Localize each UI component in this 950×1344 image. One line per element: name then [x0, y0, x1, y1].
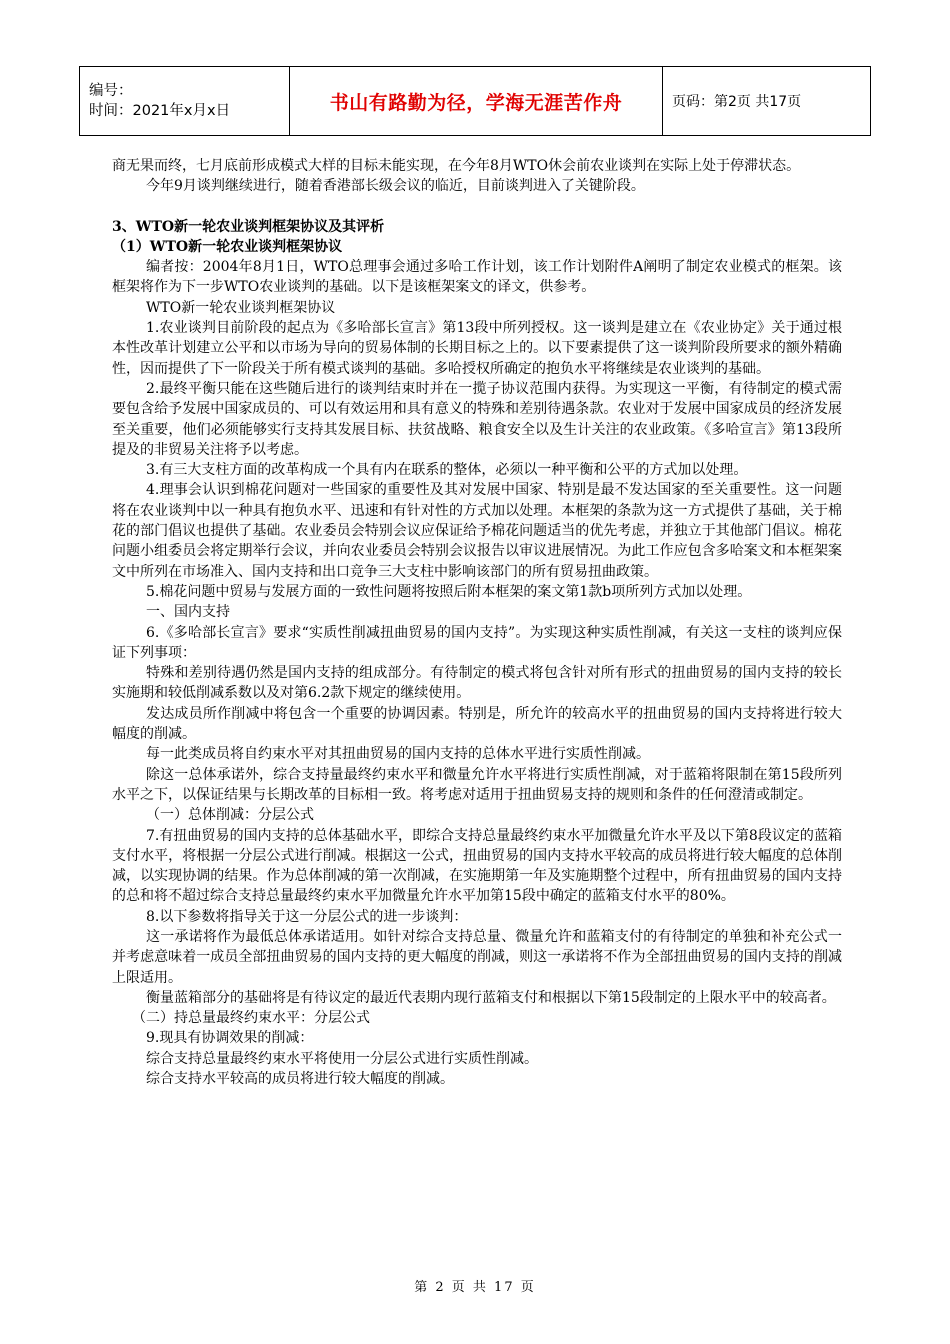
paragraph: 商无果而终，七月底前形成模式大样的目标未能实现，在今年8月WTO休会前农业谈判在实际上处于停滞状态。	[112, 158, 801, 174]
paragraph: 7.有扭曲贸易的国内支持的总体基础水平，即综合支持总量最终约束水平加微量允许水平及以下第8段议定的蓝箱支付水平，将根据一分层公式进行削减。根据这一公式，扭曲贸易的国内支持水平较高的成员将进行较大幅度的总体削减，以实现协调的结果。作为总体削减的第一次削减，在实施期第一年及实施期整个过程中，所有扭曲贸易的国内支持的总和将不超过综合支持总量最终约束水平加微量允许水平加第15段中确定的蓝箱支付水平的80%。	[112, 827, 842, 905]
header-page-info: 页码：第2页 共17页	[663, 67, 871, 136]
paragraph: 编者按：2004年8月1日，WTO总理事会通过多哈工作计划，该工作计划附件A阐明了制定农业模式的框架。该框架将作为下一步WTO农业谈判的基础。以下是该框架案文的译文，供参考。	[112, 259, 842, 296]
paragraph: 每一此类成员将自约束水平对其扭曲贸易的国内支持的总体水平进行实质性削减。	[146, 746, 650, 763]
paragraph: 这一承诺将作为最低总体承诺适用。如针对综合支持总量、微量允许和蓝箱支付的有待制定的单独和补充公式一并考虑意味着一成员全部扭曲贸易的国内支持的更大幅度的削减，则这一承诺将不作为全部扭曲贸易的国内支持的削减上限适用。	[112, 928, 842, 986]
paragraph: 衡量蓝箱部分的基础将是有待议定的最近代表期内现行蓝箱支付和根据以下第15段制定的上限水平中的较高者。	[146, 989, 836, 1006]
paragraph: 今年9月谈判继续进行，随着香港部长级会议的临近，目前谈判进入了关键阶段。	[146, 178, 645, 195]
document-body	[112, 156, 842, 1089]
paragraph: 9.现具有协调效果的削减：	[146, 1030, 314, 1047]
paragraph: 6.《多哈部长宣言》要求“实质性削减扭曲贸易的国内支持”。为实现这种实质性削减，有关这一支柱的谈判应保证下列事项：	[112, 624, 842, 661]
paragraph: 综合支持水平较高的成员将进行较大幅度的削减。	[146, 1071, 454, 1088]
paragraph: 发达成员所作削减中将包含一个重要的协调因素。特别是，所允许的较高水平的扭曲贸易的国内支持将进行较大幅度的削减。	[112, 705, 842, 743]
paragraph: 除这一总体承诺外，综合支持量最终约束水平和微量允许水平将进行实质性削减，对于蓝箱将限制在第15段所列水平之下，以保证结果与长期改革的目标相一致。将考虑对适用于扭曲贸易支持的规则和条件的任何澄清或制定。	[112, 766, 842, 803]
paragraph: 特殊和差别待遇仍然是国内支持的组成部分。有待制定的模式将包含针对所有形式的扭曲贸易的国内支持的较长实施期和较低削减系数以及对第6.2款下规定的继续使用。	[112, 665, 842, 702]
paragraph: 5.棉花问题中贸易与发展方面的一致性问题将按照后附本框架的案文第1款b项所列方式加以处理。	[146, 583, 752, 600]
paragraph: 一、国内支持	[146, 604, 230, 621]
document-number-label: 编号：	[89, 83, 133, 99]
blank-line	[112, 197, 842, 217]
paragraph: 8.以下参数将指导关于这一分层公式的进一步谈判：	[146, 908, 468, 925]
page-header	[79, 66, 871, 136]
page-footer: 第 2 页 共 17 页	[414, 1280, 536, 1295]
paragraph-subheading: （二）持总量最终约束水平：分层公式	[132, 1010, 370, 1027]
paragraph: 综合支持总量最终约束水平将使用一分层公式进行实质性削减。	[146, 1050, 538, 1067]
paragraph: 2.最终平衡只能在这些随后进行的谈判结束时并在一揽子协议范围内获得。为实现这一平衡，有待制定的模式需要包含给予发展中国家成员的、可以有效运用和具有意义的特殊和差别待遇条款。农业对于发展中国家成员的经济发展至关重要，他们必须能够实行支持其发展目标、扶贫战略、粮食安全以及生计关注的农业政策。《多哈宣言》第13段所提及的非贸易关注将予以考虑。	[112, 380, 842, 458]
header-meta-cell	[80, 67, 290, 136]
paragraph: 3.有三大支柱方面的改革构成一个具有内在联系的整体，必须以一种平衡和公平的方式加以处理。	[146, 462, 748, 479]
paragraph: 4.理事会认识到棉花问题对一些国家的重要性及其对发展中国家、特别是最不发达国家的至关重要性。这一问题将在农业谈判中以一种具有抱负水平、迅速和有针对性的方式加以处理。本框架的条款为这一方式提供了基础，关于棉花的部门倡议也提供了基础。农业委员会特别会议应保证给予棉花问题适当的优先考虑，并独立于其他部门倡议。棉花问题小组委员会将定期举行会议，并向农业委员会特别会议报告以审议进展情况。为此工作应包含多哈案文和本框架案文中所列在市场准入、国内支持和出口竞争三大支柱中影响该部门的所有贸易扭曲政策。	[112, 482, 842, 580]
paragraph: WTO新一轮农业谈判框架协议	[146, 299, 336, 316]
subsection-heading: （1）WTO新一轮农业谈判框架协议	[112, 238, 343, 255]
paragraph: 1.农业谈判目前阶段的起点为《多哈部长宣言》第13段中所列授权。这一谈判是建立在《农业协定》关于通过根本性改革计划建立公平和以市场为导向的贸易体制的长期目标之上的。以下要素提供了这一谈判阶段所要求的额外精确性，因而提供了下一阶段关于所有模式谈判的基础。多哈授权所确定的抱负水平将继续是农业谈判的基础。	[112, 320, 842, 377]
section-heading: 3、WTO新一轮农业谈判框架协议及其评析	[112, 218, 385, 235]
paragraph-subheading: （一）总体削减：分层公式	[146, 807, 314, 824]
header-motto: 书山有路勤为径，学海无涯苦作舟	[290, 67, 663, 136]
document-time-label: 时间：2021年x月x日	[89, 103, 231, 119]
